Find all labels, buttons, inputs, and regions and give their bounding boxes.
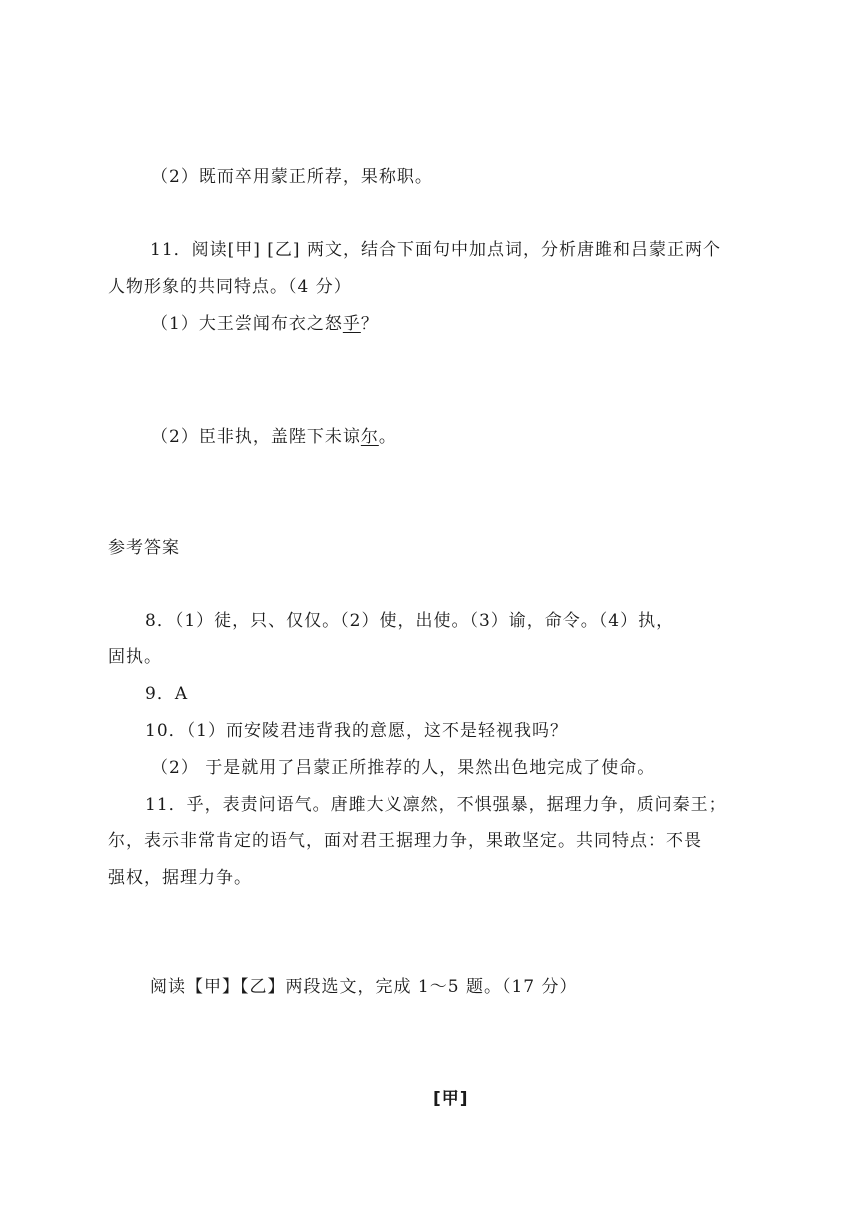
jia-heading: [甲] — [433, 1089, 469, 1109]
answer-11-line2: 尔，表示非常肯定的语气，面对君王据理力争，果敢坚定。共同特点：不畏 — [108, 831, 702, 851]
q11-item1-marked-word: 乎 — [342, 314, 361, 334]
q11-item2-punct: 。 — [378, 427, 397, 447]
answer-8-line2: 固执。 — [108, 647, 162, 667]
answer-8-line1: 8．（1）徒，只、仅仅。（2）使，出使。（3）谕，命令。（4）执， — [145, 611, 675, 631]
q11-item1-punct: ？ — [360, 314, 379, 334]
answer-10-line2: （2） 于是就用了吕蒙正所推荐的人，果然出色地完成了使命。 — [151, 758, 656, 778]
answers-heading: 参考答案 — [108, 538, 180, 558]
answer-9: 9．A — [145, 684, 189, 704]
q11-line2: 人物形象的共同特点。（4 分） — [108, 277, 352, 297]
section-instruction: 阅读【甲】【乙】两段选文，完成 1～5 题。（17 分） — [150, 977, 578, 997]
q11-item2 — [151, 426, 397, 448]
answer-11-line3: 强权，据理力争。 — [108, 868, 252, 888]
q11-line1: 11．阅读[甲] [乙] 两文，结合下面句中加点词，分析唐雎和吕蒙正两个 — [150, 240, 721, 260]
q11-item2-text: （2）臣非执，盖陛下未谅 — [151, 427, 361, 447]
answer-11-line1: 11．乎，表责问语气。唐雎大义凛然，不惧强暴，据理力争，质问秦王； — [145, 795, 727, 815]
q10-item2: （2）既而卒用蒙正所荐，果称职。 — [151, 167, 433, 187]
answer-10-line1: 10．（1）而安陵君违背我的意愿，这不是轻视我吗？ — [145, 721, 568, 741]
q11-item1 — [151, 313, 379, 335]
q11-item2-marked-word: 尔 — [360, 427, 379, 447]
q11-item1-text: （1）大王尝闻布衣之怒 — [151, 314, 343, 334]
